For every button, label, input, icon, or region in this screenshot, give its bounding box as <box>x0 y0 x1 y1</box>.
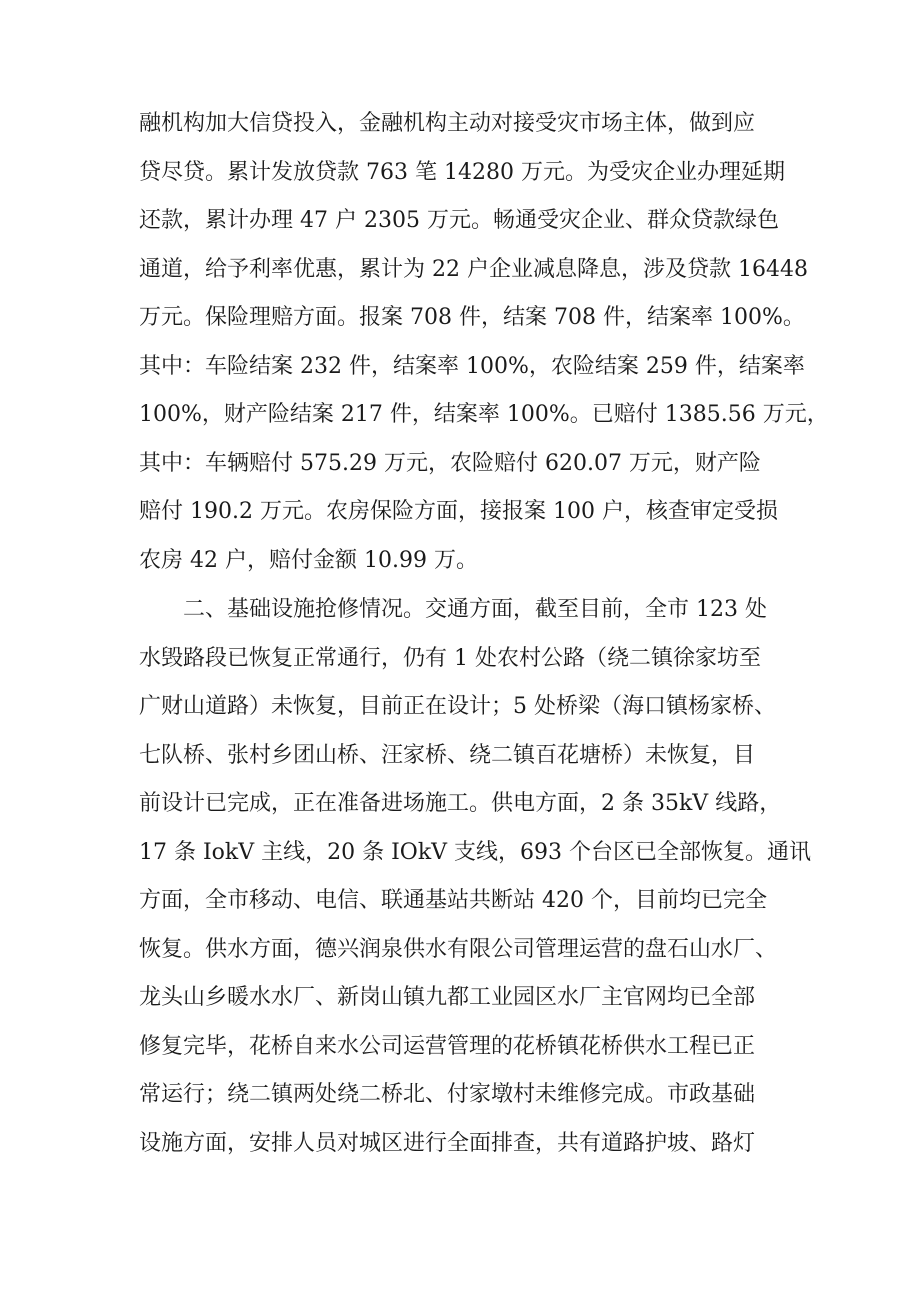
text-line: 恢复。供水方面，德兴润泉供水有限公司管理运营的盘石山水厂、 <box>139 936 778 962</box>
text-line: 还款，累计办理 47 户 2305 万元。畅通受灾企业、群众贷款绿色 <box>139 208 779 233</box>
text-line: 通道，给予利率优惠，累计为 22 户企业减息降息，涉及贷款 16448 <box>139 256 808 282</box>
text-line: 常运行；绕二镇两处绕二桥北、付家墩村未维修完成。市政基础 <box>139 1082 756 1107</box>
text-line: 农房 42 户，赔付金额 10.99 万。 <box>139 547 478 573</box>
text-line: 前设计已完成，正在准备进场施工。供电方面，2 条 35kV 线路， <box>139 791 782 816</box>
text-line: 100%，财产险结案 217 件，结案率 100%。已赔付 1385.56 万元， <box>139 402 829 427</box>
paragraph-finance-insurance <box>139 100 829 585</box>
text-line: 万元。保险理赔方面。报案 708 件，结案 708 件，结案率 100%。 <box>139 305 805 330</box>
text-line: 方面，全市移动、电信、联通基站共断站 420 个，目前均已完全 <box>139 888 767 913</box>
text-line: 融机构加大信贷投入，金融机构主动对接受灾市场主体，做到应 <box>139 111 756 136</box>
text-line: 修复完毕，花桥自来水公司运营管理的花桥镇花桥供水工程已正 <box>139 1033 756 1059</box>
text-line: 贷尽贷。累计发放贷款 763 笔 14280 万元。为受灾企业办理延期 <box>139 159 785 185</box>
text-line: 设施方面，安排人员对城区进行全面排查，共有道路护坡、路灯 <box>139 1130 756 1156</box>
text-line: 七队桥、张村乡团山桥、汪家桥、绕二镇百花塘桥）未恢复，目 <box>139 742 756 768</box>
paragraph-infrastructure-repair <box>139 586 812 1168</box>
text-line: 17 条 IokV 主线，20 条 IOkV 支线，693 个台区已全部恢复。通讯 <box>139 839 812 865</box>
text-line: 二、基础设施抢修情况。交通方面，截至目前，全市 123 处 <box>183 597 767 622</box>
text-line: 赔付 190.2 万元。农房保险方面，接报案 100 户，核查审定受损 <box>139 499 778 524</box>
text-line: 其中：车险结案 232 件，结案率 100%，农险结案 259 件，结案率 <box>139 353 805 379</box>
text-line: 龙头山乡暖水水厂、新岗山镇九都工业园区水厂主官网均已全部 <box>139 985 756 1010</box>
text-line: 水毁路段已恢复正常通行，仍有 1 处农村公路（绕二镇徐家坊至 <box>139 645 761 671</box>
text-line: 其中：车辆赔付 575.29 万元，农险赔付 620.07 万元，财产险 <box>139 450 761 476</box>
text-line: 广财山道路）未恢复，目前正在设计；5 处桥梁（海口镇杨家桥、 <box>139 694 776 719</box>
